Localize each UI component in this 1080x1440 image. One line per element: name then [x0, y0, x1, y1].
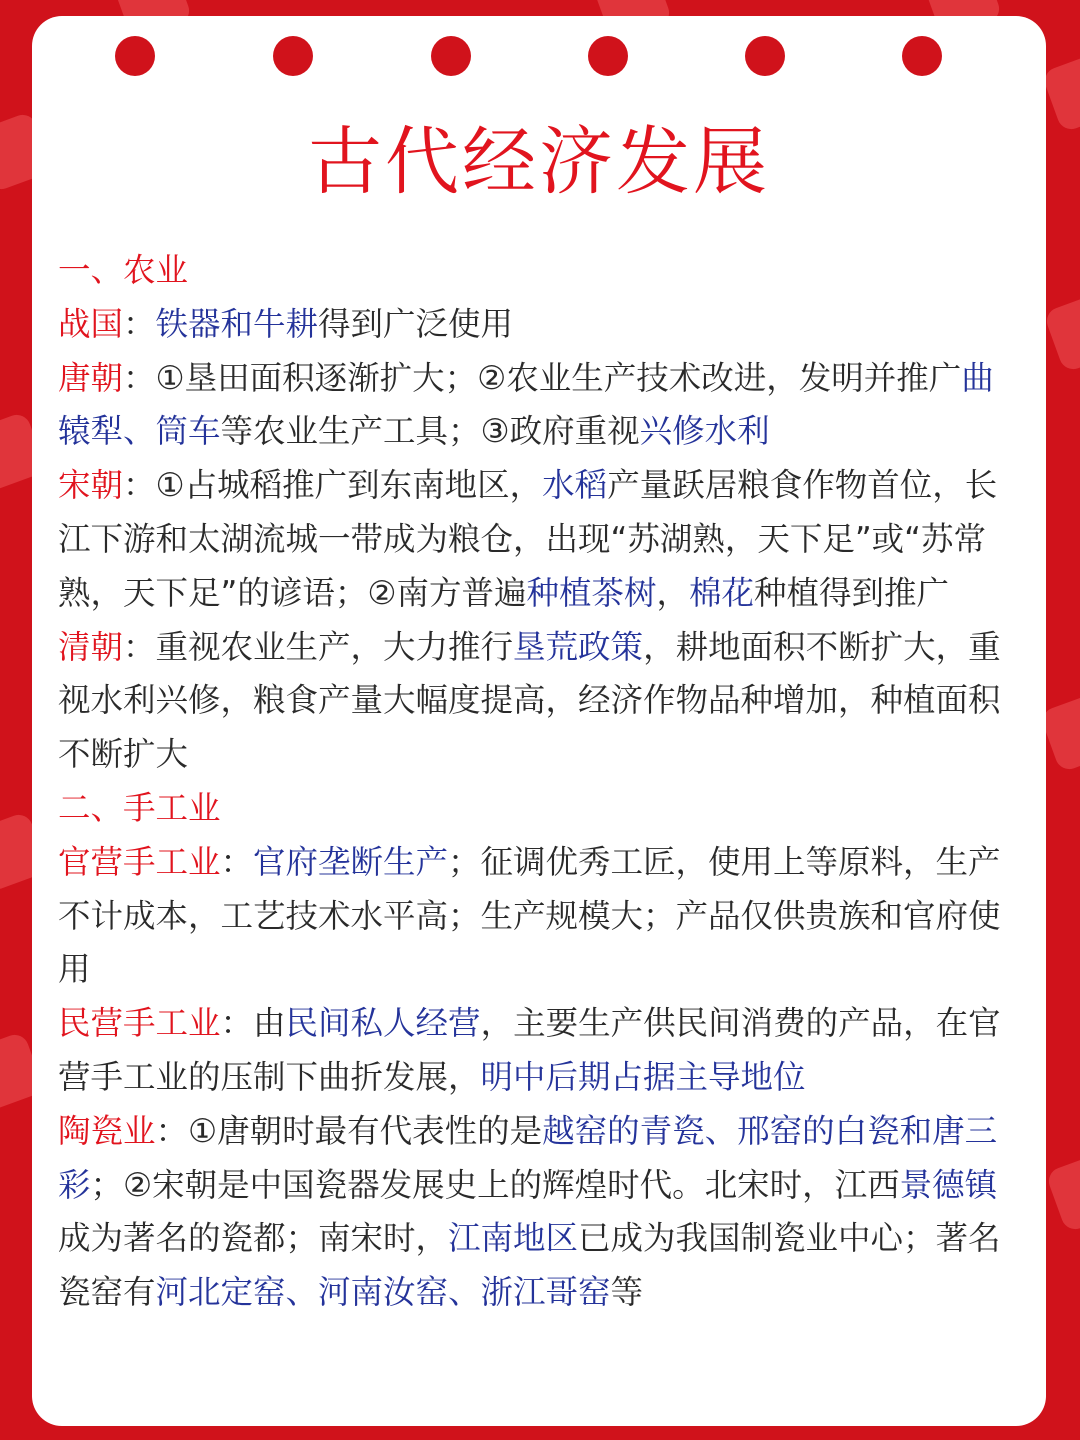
item-label: 宋朝 — [58, 466, 124, 505]
item-label: 陶瓷业 — [58, 1111, 156, 1150]
content-paragraph — [58, 459, 1022, 620]
label-colon: ： — [123, 304, 156, 343]
body-text: ，耕地面积不断扩大，重视水利兴修，粮食产量大幅度提高，经济作物品种增加，种植面积不断扩大 — [58, 627, 1001, 774]
section-heading: 一、农业 — [58, 251, 189, 289]
section-heading: 二、手工业 — [58, 788, 221, 827]
item-label: 民营手工业 — [58, 1004, 221, 1043]
key-term: 官府垄断生产 — [253, 842, 449, 881]
key-term: 水稻 — [542, 466, 608, 505]
body-text: 等农业生产工具；③政府重视 — [220, 412, 640, 451]
note-card — [32, 16, 1046, 1426]
item-label: 唐朝 — [58, 358, 124, 397]
binder-hole — [902, 36, 942, 76]
body-text: ；征调优秀工匠，使用上等原料，生产不计成本，工艺技术水平高；生产规模大；产品仅供贵族和官府使用 — [58, 842, 1001, 989]
key-term: 越窑的青瓷、邢窑的白瓷和唐三彩 — [58, 1111, 998, 1204]
content-paragraph — [58, 997, 1022, 1105]
body-text: 由 — [253, 1004, 286, 1043]
body-text: 等 — [610, 1273, 644, 1312]
label-colon: ： — [220, 842, 254, 881]
binder-hole — [273, 36, 313, 76]
content-body — [58, 244, 1022, 1320]
content-paragraph — [58, 1105, 1022, 1320]
content-paragraph — [58, 298, 1022, 352]
label-colon: ： — [123, 627, 156, 666]
label-colon: ： — [123, 358, 156, 397]
key-term: 兴修水利 — [639, 412, 770, 451]
label-colon: ： — [123, 466, 156, 505]
key-term: 景德镇 — [899, 1165, 998, 1204]
key-term: 铁器和牛耕 — [155, 304, 319, 343]
decor-tile — [1045, 1151, 1080, 1233]
body-text: 成为著名的瓷都；南宋时， — [58, 1219, 449, 1258]
body-text: ①唐朝时最有代表性的是 — [188, 1111, 543, 1150]
body-text: 得到广泛使用 — [318, 304, 514, 343]
item-label: 官营手工业 — [58, 842, 221, 881]
binder-hole — [588, 36, 628, 76]
binder-hole — [745, 36, 785, 76]
label-colon: ： — [155, 1111, 189, 1150]
body-text: 已成为我国制瓷业中心；著名瓷窑有 — [58, 1219, 1001, 1312]
key-term: 明中后期占据主导地位 — [480, 1057, 806, 1096]
body-text: 重视农业生产，大力推行 — [155, 627, 514, 666]
binder-hole — [431, 36, 471, 76]
decor-tile — [1041, 51, 1080, 133]
key-term: 种植茶树 — [526, 573, 657, 612]
decor-tile — [1043, 291, 1080, 373]
key-term: 垦荒政策 — [513, 627, 644, 666]
page-title: 古代经济发展 — [308, 119, 770, 205]
body-text: ；②宋朝是中国瓷器发展史上的辉煌时代。北宋时，江西 — [90, 1165, 900, 1204]
content-paragraph — [58, 621, 1022, 782]
key-term: 棉花 — [689, 573, 755, 612]
content-paragraph — [58, 352, 1022, 460]
content-paragraph — [58, 836, 1022, 997]
body-text: 种植得到推广 — [754, 573, 950, 612]
item-label: 清朝 — [58, 627, 124, 666]
item-label: 战国 — [58, 304, 124, 343]
binder-hole — [115, 36, 155, 76]
key-term: 江南地区 — [448, 1219, 579, 1258]
label-colon: ： — [220, 1004, 254, 1043]
body-text: ①垦田面积逐渐扩大；②农业生产技术改进，发明并推广 — [155, 358, 962, 397]
body-text: ，主要生产供民间消费的产品，在官营手工业的压制下曲折发展， — [58, 1004, 1001, 1096]
body-text: ①占城稻推广到东南地区， — [155, 466, 543, 505]
binder-holes — [32, 36, 1046, 76]
key-term: 民间私人经营 — [285, 1004, 481, 1043]
key-term: 曲辕犁、筒车 — [58, 358, 994, 451]
body-text: 产量跃居粮食作物首位，长江下游和太湖流城一带成为粮仓，出现“苏湖熟，天下足”或“苏常熟，天下足”的谚语；②南方普遍 — [58, 466, 998, 612]
body-text: ， — [656, 573, 690, 612]
key-term: 河北定窑、河南汝窑、浙江哥窑 — [155, 1273, 611, 1312]
